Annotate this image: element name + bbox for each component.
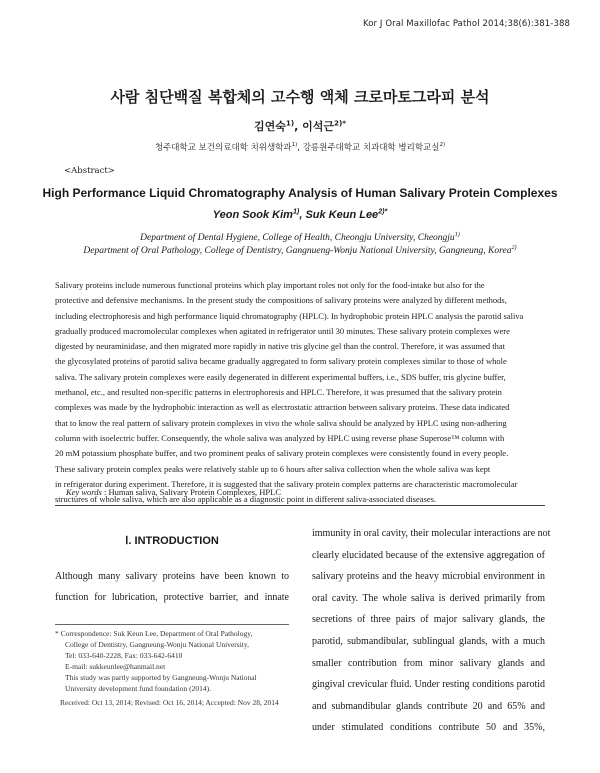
support-line-2: University development fund foundation (2014). (65, 684, 212, 693)
abstract-line: 20 mM potassium phosphate buffer, and two prominent peaks of salivary protein complexes were consistently found in every people. (55, 448, 509, 459)
intro-right-line: under stimulated conditions contribute 50 and 35%, (312, 722, 545, 734)
footnotes (55, 628, 295, 694)
korean-affil-1: 청주대학교 보건의료대학 치위생학과 (154, 143, 292, 153)
korean-author-2-sup: 2)* (334, 118, 346, 128)
introduction-left-column (55, 566, 289, 608)
english-author-2-sup: 2)* (378, 207, 388, 216)
abstract-line: gradually produced macromolecular complexes when agitated in refrigerator until 30 minutes. These salivary protein complexes were (55, 325, 510, 336)
intro-right-line: salivary proteins and the heavy microbial environment in (312, 571, 545, 583)
abstract-line: that to know the real pattern of salivary protein complexes in vivo the whole saliva should be analyzed by HPLC using non-adhering (55, 417, 507, 428)
intro-right-line: oral cavity. The whole saliva is derived primarily from (312, 592, 545, 604)
english-affil-2-sup: 2) (511, 244, 517, 251)
abstract-line: methanol, etc., and resulted non-specific patterns in electrophoresis and HPLC. Therefore, it was presumed that the salivary protein (55, 387, 502, 398)
footnote-divider (55, 624, 289, 625)
abstract-line: digested by neuraminidase, and then migrated more rapidly in native tris glycine gel than the control. Therefore, it was assumed that (55, 341, 505, 352)
journal-reference: Kor J Oral Maxillofac Pathol 2014;38(6):381-388 (362, 19, 570, 29)
korean-affil-1-sup: 1) (291, 142, 298, 149)
abstract-line: protective and defensive mechanisms. In the present study the compositions of salivary proteins were analyzed by different methods, (55, 295, 507, 306)
korean-affil-2-sup: 2) (439, 142, 446, 149)
intro-right-line: parotid, submandibular, sublingual glands, with a much (312, 635, 545, 647)
section-divider (55, 505, 545, 506)
intro-left-line: function for lubrication, protective barrier, and innate (55, 592, 289, 603)
abstract-label: <Abstract> (64, 166, 115, 176)
english-author-sep: , (299, 209, 306, 221)
keywords (66, 487, 281, 497)
correspondence-email: E-mail: sukkeunlee@hanmail.net (65, 662, 166, 671)
english-author-1-sup: 1) (292, 207, 300, 216)
abstract-line: including electrophoresis and high performance liquid chromatography (HPLC). In hydrophobic protein HPLC analysis the parotid saliva (55, 310, 524, 321)
english-authors (0, 209, 600, 221)
support-line-1: This study was partly supported by Gangneung-Wonju National (65, 673, 257, 682)
correspondence-line-1: * Correspondence: Suk Keun Lee, Department of Oral Pathology, (55, 629, 253, 638)
intro-right-line: secretions of three pairs of major salivary glands, the (312, 614, 545, 626)
english-affiliation-1 (0, 233, 600, 243)
english-affil-1-text: Department of Dental Hygiene, College of Health, Cheongju University, Cheongju (140, 233, 455, 243)
english-affil-1-sup: 1) (454, 231, 460, 238)
english-affiliation-2 (0, 246, 600, 256)
correspondence-line-3: Tel: 033-640-2228, Fax: 033-642-6410 (65, 651, 183, 660)
intro-right-line: immunity in oral cavity, their molecular interactions are not (312, 528, 551, 539)
korean-author-1-sup: 1) (285, 118, 295, 128)
korean-affil-sep: , (297, 143, 303, 153)
introduction-right-column (312, 523, 551, 739)
korean-authors (0, 118, 600, 134)
korean-author-sep: , (294, 120, 303, 133)
korean-author-1: 김연숙 (254, 120, 286, 133)
intro-right-line: smaller contribution from minor salivary glands and (312, 657, 545, 669)
english-affil-2-text: Department of Oral Pathology, College of Dentistry, Gangnueng-Wonju National University, Gangneung, Korea (83, 246, 512, 256)
received-dates: Received: Oct 13, 2014; Revised: Oct 16, 2014; Accepted: Nov 28, 2014 (60, 698, 279, 707)
abstract-line: column with isoelectric buffer. Consequently, the whole saliva was analyzed by HPLC using reverse phase Superose™ column with (55, 432, 505, 443)
intro-left-line: Although many salivary proteins have been known to (55, 571, 289, 582)
abstract-line: These salivary protein complex peaks were relatively stable up to 6 hours after saliva collection when the whole saliva was kept (55, 463, 491, 474)
introduction-heading: Ⅰ. INTRODUCTION (125, 535, 219, 547)
korean-title: 사람 침단백질 복합체의 고수행 액체 크로마토그라피 분석 (110, 88, 490, 106)
intro-right-line: and submandibular glands contribute 20 and 65% and (312, 700, 545, 712)
keywords-label: Key words (66, 487, 102, 497)
korean-affil-2: 강릉원주대학교 치과대학 병리학교실 (302, 143, 440, 153)
english-author-1: Yeon Sook Kim (212, 209, 293, 221)
abstract-line: Salivary proteins include numerous functional proteins which play important roles not only for the food-intake but also for the (55, 280, 485, 290)
abstract-line: saliva. The salivary protein complexes were easily degenerated in different experimental buffers, i.e., SDS buffer, tris glycine buffer, (55, 371, 506, 382)
abstract-line: the glycosylated proteins of parotid saliva became gradually aggregated to form salivary protein complexes similar to those of whole (55, 356, 507, 367)
english-author-2: Suk Keun Lee (305, 209, 379, 221)
abstract-line: in refrigerator during experiment. Therefore, it is suggested that the salivary protein complex patterns are characteristic macromolecular (55, 478, 518, 489)
abstract-line: complexes was made by the hydrophobic interaction as well as electrostatic attraction between salivary proteins. These data indicated (55, 402, 510, 413)
correspondence-line-2: College of Dentistry, Gangneung-Wonju National University, (65, 640, 250, 649)
abstract-body (55, 278, 545, 507)
keywords-sep: : (101, 487, 109, 497)
english-title: High Performance Liquid Chromatography Analysis of Human Salivary Protein Complexes (42, 186, 558, 200)
korean-author-2: 이석근 (302, 120, 335, 133)
korean-affiliations (0, 141, 600, 153)
intro-right-line: gingival crevicular fluid. Under resting conditions parotid (312, 679, 545, 691)
intro-right-line: clearly elucidated because of the extensive aggregation of (312, 549, 545, 561)
abstract-line: structures of whole saliva, which are also applicable as a diagnostic point in different saliva-associated diseases. (55, 494, 437, 505)
keywords-text: Human saliva, Salivary Protein Complexes, HPLC (108, 487, 282, 497)
